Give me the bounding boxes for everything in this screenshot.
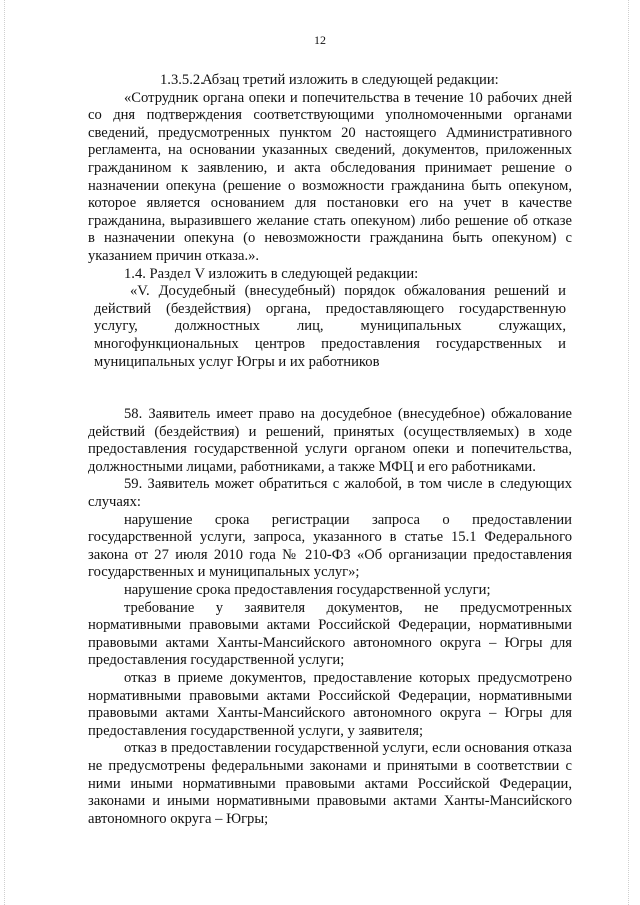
paragraph: 58. Заявитель имеет право на досудебное (внесудебное) обжалование действий (бездействия) и решений, принятых (осуществляемых) в ходе предоставления государственной услуги органом опеки и попечительства, должностными лицами, работниками, а также МФЦ и его работниками. [88,406,572,475]
scan-edge-left [4,0,6,905]
clause-heading [88,72,572,90]
paragraph: нарушение срока регистрации запроса о предоставлении государственной услуги, запроса, указанного в статье 15.1 Федерального закона от 27 июля 2010 года № 210-ФЗ «Об организации предоставления государственных и муниципальных услуг»; [88,511,572,581]
paragraph: 1.4. Раздел V изложить в следующей редакции: [124,265,419,282]
paragraph: отказ в приеме документов, предоставление которых предусмотрено нормативными правовыми актами Российской Федерации, нормативными правовыми актами Ханты-Мансийского автономного округа – Югры для предоставления государственной услуги, у заявителя; [88,670,572,739]
section-title: «V. Досудебный (внесудебный) порядок обжалования решений и действий (бездействия) органа, предоставляющего государственную услугу, должностных лиц, муниципальных служащих, многофункциональных центров предоставления государственных и муниципальных услуг Югры и их работников [94,283,566,370]
page-number: 12 [314,33,326,47]
paragraph: 59. Заявитель может обратиться с жалобой, в том числе в следующих случаях: [88,476,572,511]
spacer [88,371,572,406]
paragraph: отказ в предоставлении государственной услуги, если основания отказа не предусмотрены федеральными законами и принятыми в соответствии с ними иными нормативными правовыми актами Российской Федерации, законами и иными нормативными правовыми актами Ханты-Мансийского автономного округа – Югры; [88,740,572,827]
scan-edge-right [628,0,630,905]
paragraph: требование у заявителя документов, не предусмотренных нормативными правовыми актами Российской Федерации, нормативными правовыми актами Ханты-Мансийского автономного округа – Югры для предоставления государственной услуги; [88,599,572,669]
document-body [88,72,572,828]
clause-number: 1.3.5.2. [160,72,204,88]
paragraph: нарушение срока предоставления государственной услуги; [124,582,491,599]
clause-heading-text: Абзац третий изложить в следующей редакции: [202,72,499,88]
paragraph: «Сотрудник органа опеки и попечительства в течение 10 рабочих дней со дня подтверждения соответствующими уполномоченными органами сведений, предусмотренных пунктом 20 настоящего Административного регламента, на основании указанных сведений, документов, приложенных гражданином к заявлению, и акта обследования принимает решение о назначении опекуна (решение о возможности гражданина быть опекуном, которое является основанием для постановки его на учет в качестве гражданина, выразившего желание стать опекуном) либо решение об отказе в назначении опекуна (о невозможности гражданина быть опекуном) с указанием причин отказа.». [88,89,572,264]
